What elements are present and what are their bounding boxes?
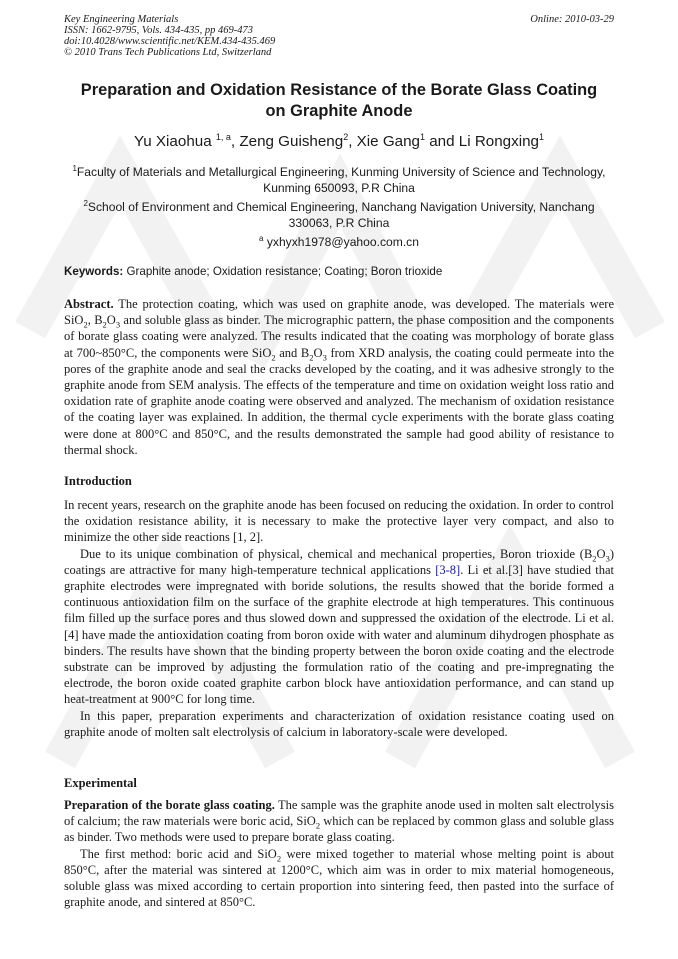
keywords — [64, 265, 614, 278]
exp-p1-text-2: which can be replaced by common glass and soluble glass as binder. Two methods were used to prepare borate glass coating. — [64, 814, 615, 845]
intro-p2-text-2: O — [596, 546, 606, 561]
email-mark: a — [259, 234, 264, 243]
intro-p2-sub-2: 3 — [605, 553, 610, 564]
intro-p2-text-3: ) coatings are attractive for many high-temperature technical applications — [64, 546, 614, 577]
experimental-heading: Experimental — [64, 776, 137, 790]
abstract-sub-5: 2 — [309, 352, 314, 363]
abstract-sub-3: 3 — [115, 319, 121, 330]
exp-p2-sub: 2 — [276, 853, 282, 864]
online-date: Online: 2010-03-29 — [530, 14, 614, 25]
author-3-mark: 1 — [419, 132, 425, 142]
exp-p1-text-1: The sample was the graphite anode used in molten salt electrolysis of calcium; the raw materials were boric acid, SiO — [64, 798, 615, 829]
author-2: , Zeng Guisheng — [230, 133, 344, 151]
reference-link[interactable]: [3-8] — [435, 562, 461, 577]
abstract-text-1: The protection coating, which was used on graphite anode, was developed. The materials were SiO — [64, 297, 614, 328]
affiliation-2-line-2: 330063, P.R China — [288, 215, 390, 230]
copyright-line: © 2010 Trans Tech Publications Ltd, Switzerland — [64, 47, 272, 58]
exp-p1-sub: 2 — [315, 820, 321, 831]
exp-paragraph-2 — [64, 846, 614, 911]
affiliation-2 — [64, 196, 614, 231]
exp-p2-text-2: were mixed together to material whose melting point is about 850°C, after the material was sintered at 1200°C, which aim was in order to mix material homogeneous, soluble glass was mixed according to certain proportion into sintering feed, then pasted into the surface of graphite anode, and sintered at 850°C. — [64, 846, 615, 910]
keywords-label: Keywords: — [64, 265, 124, 278]
abstract-text-5: and B — [275, 345, 310, 360]
email-address: yxhyxh1978@yahoo.com.cn — [263, 235, 419, 250]
affiliation-1 — [64, 161, 614, 196]
exp-subheading: Preparation of the borate glass coating. — [64, 798, 275, 812]
abstract-text-3: O — [106, 313, 116, 328]
intro-p2-text-4: . Li et al.[3] have studied that graphite electrodes were impregnated with boride solutions, the results showed that the boride formed a continuous antioxidation film on the surface of the graphite electrode at high temperatures. This continuous film filled up the surface pores and thus slowed down and suppressed the oxidation of the electrode. Li et al. [4] have made the antioxidation coating from boron oxide with water and aluminum dihydrogen phosphate as binders. The results have shown that the binding property between the boron oxide coating and the electrode substrate can be improved by adjusting the formulation ratio of the coating and pre-impregnating the electrode, the boron oxide coated graphite carbon block have antioxidation performance, and can stand up heat-treatment at 900°C for long time. — [64, 562, 614, 707]
experimental-body — [64, 797, 614, 910]
author-4-mark: 1 — [539, 132, 545, 142]
author-email — [64, 231, 614, 251]
abstract — [64, 296, 614, 458]
abstract-text-2: , B — [87, 313, 103, 328]
intro-paragraph-3: In this paper, preparation experiments and characterization of oxidation resistance coating used on graphite anode of molten salt electrolysis of calcium in laboratory-scale were developed. — [64, 708, 614, 739]
author-1-mark: 1, a — [215, 132, 231, 142]
abstract-sub-6: 3 — [322, 352, 327, 363]
abstract-text-7: from XRD analysis, the coating could permeate into the pores of the graphite anode and seal the cracks developed by the coating, and it was adhesive strongly to the graphite anode from SEM analysis. The effects of the temperature and time on oxidation weight loss ratio and oxidation rate of graphite anode coating were observed and analyzed. The mechanism of oxidation resistance of the coating layer was explained. In addition, the thermal cycle experiments with the borate glass coating were done at 800°C and 850°C, and the results demonstrated the sample had good ability of resistance to thermal shock. — [64, 345, 614, 457]
abstract-text-4: and soluble glass as binder. The micrographic pattern, the phase composition and the components of borate glass coating were analyzed. The results indicated that the coating was morphology of borate glass at 700~850°C, the components were SiO — [64, 313, 614, 360]
abstract-sub-2: 2 — [102, 319, 107, 330]
author-3: , Xie Gang — [348, 133, 420, 151]
abstract-sub-1: 2 — [83, 319, 88, 330]
abstract-sub-4: 2 — [271, 352, 276, 363]
exp-paragraph-1 — [64, 797, 614, 846]
issn-line: ISSN: 1662-9795, Vols. 434-435, pp 469-473 — [64, 25, 253, 36]
intro-paragraph-1: In recent years, research on the graphite anode has been focused on reducing the oxidation. In order to control the oxidation resistance ability, it is necessary to make the protective layer very compact, and also to minimize the other side reactions [1, 2]. — [64, 498, 614, 545]
title-line-1: Preparation and Oxidation Resistance of the Borate Glass Coating — [80, 81, 598, 99]
introduction-body — [64, 497, 614, 740]
introduction-heading: Introduction — [64, 474, 132, 488]
title-line-2: on Graphite Anode — [265, 102, 413, 120]
affiliation-1-line-2: Kunming 650093, P.R China — [263, 180, 415, 195]
intro-p2-text-1: Due to its unique combination of physical, chemical and mechanical properties, Boron trioxide (B — [80, 546, 593, 561]
running-header — [64, 14, 614, 58]
doi-line: doi:10.4028/www.scientific.net/KEM.434-435.469 — [64, 36, 276, 47]
affiliation-1-mark: 1 — [72, 164, 77, 173]
exp-p2-text-1: The first method: boric acid and SiO — [80, 846, 277, 861]
keywords-text: Graphite anode; Oxidation resistance; Coating; Boron trioxide — [123, 265, 443, 278]
author-list — [64, 132, 614, 150]
intro-p2-sub-1: 2 — [592, 553, 597, 564]
author-1: Yu Xiaohua — [133, 133, 216, 151]
abstract-text-6: O — [313, 345, 323, 360]
affiliation-1-line-1: Faculty of Materials and Metallurgical Engineering, Kunming University of Science and Technology, — [76, 165, 606, 180]
author-4: and Li Rongxing — [425, 133, 539, 151]
author-2-mark: 2 — [343, 132, 349, 142]
affiliation-2-line-1: School of Environment and Chemical Engineering, Nanchang Navigation University, Nanchang — [87, 200, 595, 215]
affiliation-2-mark: 2 — [83, 199, 88, 208]
abstract-label: Abstract. — [64, 297, 114, 311]
journal-name: Key Engineering Materials — [64, 14, 179, 25]
paper-title — [64, 80, 614, 122]
intro-paragraph-2 — [64, 546, 614, 708]
